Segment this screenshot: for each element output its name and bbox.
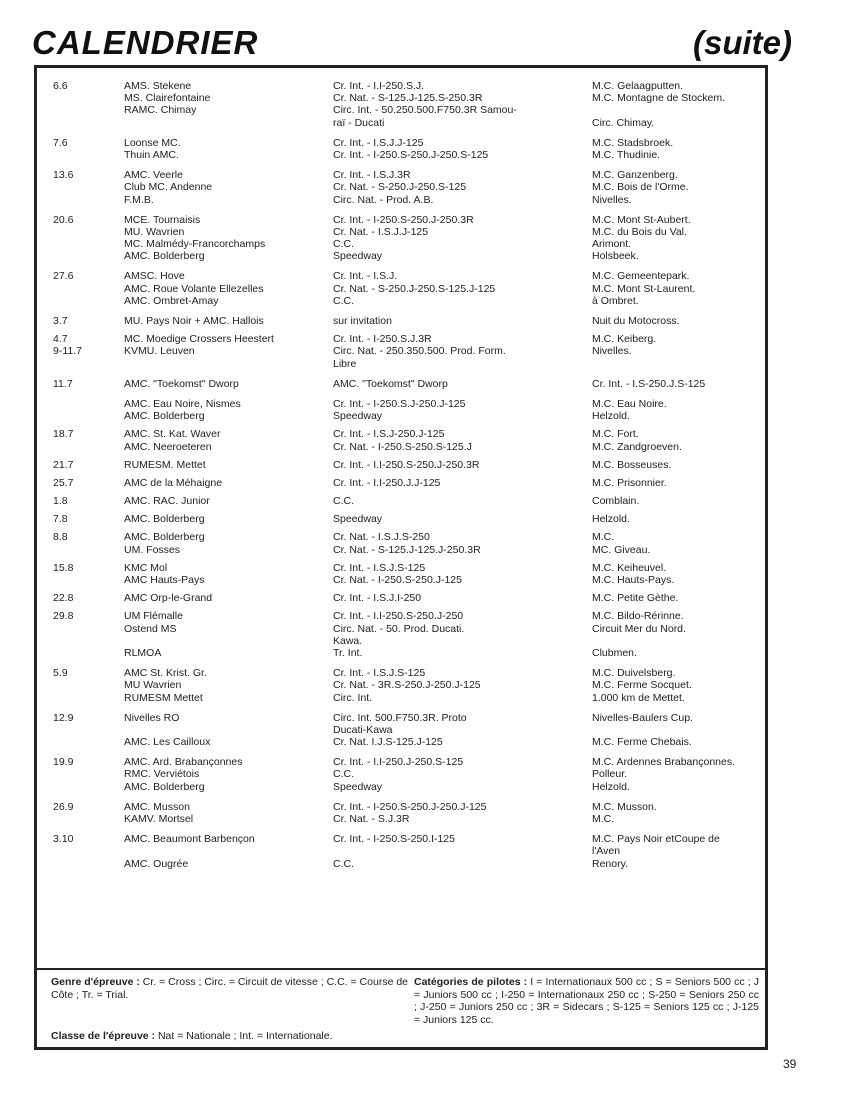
event-type: Cr. Int. - I.I-250.S-250.J-250 bbox=[333, 610, 464, 623]
event-type: Cr. Int. - I-250.S.J.3R bbox=[333, 333, 432, 346]
calendar-line bbox=[37, 333, 765, 345]
organizer-club: AMC de la Méhaigne bbox=[124, 476, 223, 489]
event-date: 3.7 bbox=[53, 315, 68, 327]
page-number: 39 bbox=[783, 1057, 797, 1071]
event-type: Cr. Nat. - 3R.S-250.J-250.J-125 bbox=[333, 679, 481, 692]
event-place: M.C. Keiheuvel. bbox=[592, 561, 667, 574]
event-type: Speedway bbox=[333, 250, 383, 263]
event-place: M.C. bbox=[592, 813, 615, 825]
calendar-entry bbox=[37, 592, 765, 604]
calendar-entry bbox=[37, 667, 765, 704]
organizer-club: RAMC. Chimay bbox=[124, 104, 197, 117]
event-place: M.C. Fort. bbox=[592, 428, 639, 441]
event-date: 15.8 bbox=[53, 561, 74, 574]
calendar-entry bbox=[37, 333, 765, 370]
calendar-entry bbox=[37, 477, 765, 489]
event-place: M.C. Gemeentepark. bbox=[592, 270, 690, 283]
calendar-line bbox=[37, 692, 765, 704]
calendar-line bbox=[37, 679, 765, 691]
calendar-line bbox=[37, 378, 765, 390]
event-place: M.C. Ganzenberg. bbox=[592, 169, 678, 182]
event-type: Cr. Int. - I-250.S-250.I-125 bbox=[333, 833, 455, 846]
event-place: Helzold. bbox=[592, 410, 630, 423]
legend bbox=[37, 968, 765, 1050]
calendar-entry bbox=[37, 459, 765, 471]
calendar-frame bbox=[34, 65, 768, 1050]
event-type: Cr. Int. - I-250.S-250.J-250.J-125 bbox=[333, 800, 487, 813]
event-date: 27.6 bbox=[53, 270, 74, 283]
event-type: Tr. Int. bbox=[333, 646, 363, 659]
calendar-entry bbox=[37, 214, 765, 263]
calendar-entry bbox=[37, 833, 765, 870]
organizer-club: MCE. Tournaisis bbox=[124, 213, 201, 226]
calendar-line bbox=[37, 647, 765, 659]
calendar-line bbox=[37, 137, 765, 149]
event-place: Polleur. bbox=[592, 768, 628, 781]
event-date: 1.8 bbox=[53, 495, 68, 508]
event-type: Cr. Int. - I-250.S.J-250.J-125 bbox=[333, 397, 466, 410]
legend-classe bbox=[51, 1030, 411, 1043]
event-place: à Ombret. bbox=[592, 294, 639, 307]
event-date: 8.8 bbox=[53, 531, 68, 544]
event-type: Cr. Int. - I.S.J-250.J-125 bbox=[333, 428, 445, 441]
organizer-club: AMC. Neeroeteren bbox=[124, 440, 212, 453]
event-date: 21.7 bbox=[53, 458, 74, 471]
calendar-line bbox=[37, 712, 765, 724]
calendar-line bbox=[37, 544, 765, 556]
organizer-club: RUMESM. Mettet bbox=[124, 458, 206, 471]
event-place: M.C. Petite Gèthe. bbox=[592, 592, 679, 605]
organizer-club: AMC Orp-le-Grand bbox=[124, 592, 213, 605]
organizer-club: Thuin AMC. bbox=[124, 148, 179, 161]
calendar-line bbox=[37, 80, 765, 92]
event-place: Circuit Mer du Nord. bbox=[592, 622, 686, 635]
legend-genre-text: Cr. = Cross ; Circ. = Circuit de vitesse ; C.C. = Course de Côte ; Tr. = Trial. bbox=[51, 976, 409, 1001]
event-place: M.C. Eau Noire. bbox=[592, 397, 667, 410]
event-type: Kawa. bbox=[333, 634, 363, 647]
calendar-line bbox=[37, 562, 765, 574]
organizer-club: AMC. Musson bbox=[124, 800, 190, 813]
calendar-entry bbox=[37, 801, 765, 825]
page-header bbox=[32, 24, 792, 64]
event-date: 6.6 bbox=[53, 80, 68, 92]
organizer-club: AMC. Bolderberg bbox=[124, 513, 205, 526]
event-type: Libre bbox=[333, 357, 357, 370]
organizer-club: RUMESM Mettet bbox=[124, 691, 203, 704]
calendar-line bbox=[37, 736, 765, 748]
calendar-line bbox=[37, 801, 765, 813]
calendar-line bbox=[37, 358, 765, 370]
event-place: Circ. Chimay. bbox=[592, 116, 655, 129]
event-date: 5.9 bbox=[53, 667, 68, 680]
event-type: Cr. Int. - I.S.J.S-125 bbox=[333, 561, 426, 574]
organizer-club: AMC. "Toekomst" Dworp bbox=[124, 377, 239, 390]
calendar-line bbox=[37, 592, 765, 604]
event-place: M.C. Bois de l'Orme. bbox=[592, 181, 689, 194]
event-place: M.C. Mont St-Aubert. bbox=[592, 213, 691, 226]
event-type: Circ. Nat. - 250.350.500. Prod. Form. bbox=[333, 345, 506, 358]
event-place: Nivelles-Baulers Cup. bbox=[592, 711, 693, 724]
event-type: Cr. Nat. - S-125.J-125.J-250.3R bbox=[333, 543, 481, 556]
organizer-club: AMC. Bolderberg bbox=[124, 531, 205, 544]
event-date: 12.9 bbox=[53, 711, 74, 724]
organizer-club: AMC. Ombret-Amay bbox=[124, 294, 219, 307]
event-place: M.C. Stadsbroek. bbox=[592, 136, 674, 149]
event-type: Cr. Int. - I.S.J.J-125 bbox=[333, 136, 424, 149]
organizer-club: AMC. RAC. Junior bbox=[124, 495, 210, 508]
calendar-entry bbox=[37, 315, 765, 327]
organizer-club: AMC. Eau Noire, Nismes bbox=[124, 397, 241, 410]
event-type: Cr. Nat. - S-250.J-250.S-125 bbox=[333, 181, 467, 194]
page-title-suite: (suite) bbox=[693, 24, 792, 61]
legend-genre bbox=[51, 976, 411, 1001]
organizer-club: AMC. Beaumont Barbençon bbox=[124, 833, 255, 846]
event-place: Clubmen. bbox=[592, 646, 637, 659]
event-type: Cr. Nat. - I.S.J.S-250 bbox=[333, 531, 430, 544]
organizer-club: MC. Malmédy-Francorchamps bbox=[124, 238, 266, 251]
event-type: C.C. bbox=[333, 238, 354, 251]
organizer-club: AMC. Les Cailloux bbox=[124, 736, 211, 749]
organizer-club: AMC. Bolderberg bbox=[124, 410, 205, 423]
calendar-entry bbox=[37, 610, 765, 659]
calendar-line bbox=[37, 104, 765, 116]
calendar-entry bbox=[37, 428, 765, 452]
legend-classe-text: Nat = Nationale ; Int. = Internationale. bbox=[157, 1030, 333, 1042]
event-place: Nivelles. bbox=[592, 345, 632, 358]
calendar-entry bbox=[37, 270, 765, 307]
organizer-club: MS. Clairefontaine bbox=[124, 92, 211, 105]
calendar-line bbox=[37, 667, 765, 679]
calendar-line bbox=[37, 169, 765, 181]
organizer-club: F.M.B. bbox=[124, 193, 154, 206]
event-place: 1.000 km de Mettet. bbox=[592, 691, 685, 704]
event-place: Nivelles. bbox=[592, 193, 632, 206]
event-place: MC. Giveau. bbox=[592, 543, 651, 556]
organizer-club: KMC Mol bbox=[124, 561, 168, 574]
event-type: raï - Ducati bbox=[333, 116, 385, 129]
calendar-line bbox=[37, 238, 765, 250]
event-date: 18.7 bbox=[53, 428, 74, 441]
event-type: Speedway bbox=[333, 513, 383, 526]
calendar-line bbox=[37, 441, 765, 453]
event-type: Cr. Nat. I.J.S-125.J-125 bbox=[333, 736, 443, 749]
event-type: Cr. Nat. - I-250.S-250.J-125 bbox=[333, 574, 462, 586]
event-place: M.C. Ferme Socquet. bbox=[592, 679, 692, 692]
calendar-line bbox=[37, 635, 765, 647]
event-date: 19.9 bbox=[53, 756, 74, 769]
event-date: 9-11.7 bbox=[53, 345, 82, 358]
calendar-line bbox=[37, 92, 765, 104]
event-date: 13.6 bbox=[53, 169, 74, 182]
calendar-line bbox=[37, 574, 765, 586]
calendar-entry bbox=[37, 169, 765, 206]
calendar-rows bbox=[37, 80, 765, 870]
event-place: Holsbeek. bbox=[592, 250, 639, 263]
organizer-club: RLMOA bbox=[124, 646, 162, 659]
event-type: Cr. Int. - I.S.J. bbox=[333, 270, 398, 283]
calendar-line bbox=[37, 813, 765, 825]
event-type: Ducati-Kawa bbox=[333, 723, 393, 736]
event-place: M.C. Zandgroeven. bbox=[592, 440, 682, 453]
organizer-club: Loonse MC. bbox=[124, 136, 181, 149]
event-type: Circ. Nat. - Prod. A.B. bbox=[333, 193, 434, 206]
event-type: Cr. Int. - I.S.J.I-250 bbox=[333, 592, 422, 605]
legend-classe-label: Classe de l'épreuve : bbox=[51, 1030, 156, 1042]
calendar-line bbox=[37, 295, 765, 307]
organizer-club: AMC. Bolderberg bbox=[124, 780, 205, 793]
calendar-line bbox=[37, 428, 765, 440]
event-type: Circ. Int. - 50.250.500.F750.3R Samou- bbox=[333, 104, 517, 117]
event-date: 11.7 bbox=[53, 377, 73, 390]
event-place: M.C. Ardennes Brabançonnes. bbox=[592, 756, 736, 769]
event-type: Cr. Int. - I.I-250.S.J. bbox=[333, 80, 425, 92]
event-type: AMC. "Toekomst" Dworp bbox=[333, 377, 448, 390]
organizer-club: AMC. Veerle bbox=[124, 169, 183, 182]
organizer-club: AMC. Ard. Brabançonnes bbox=[124, 756, 243, 769]
organizer-club: Club MC. Andenne bbox=[124, 181, 213, 194]
organizer-club: MU. Pays Noir + AMC. Hallois bbox=[124, 315, 264, 327]
event-place: Renory. bbox=[592, 857, 628, 870]
organizer-club: Nivelles RO bbox=[124, 711, 180, 724]
event-place: Cr. Int. - I.S-250.J.S-125 bbox=[592, 377, 706, 390]
event-place: M.C. Montagne de Stockem. bbox=[592, 92, 726, 105]
event-type: Cr. Nat. - I.S.J.J-125 bbox=[333, 225, 429, 238]
event-type: C.C. bbox=[333, 495, 354, 508]
calendar-line bbox=[37, 495, 765, 507]
organizer-club: KAMV. Mortsel bbox=[124, 813, 194, 825]
event-date: 4.7 bbox=[53, 333, 68, 346]
event-type: C.C. bbox=[333, 857, 354, 870]
organizer-club: KVMU. Leuven bbox=[124, 345, 195, 358]
event-type: Cr. Int. - I.I-250.J.J-125 bbox=[333, 476, 441, 489]
organizer-club: MC. Moedige Crossers Heestert bbox=[124, 333, 274, 346]
organizer-club: AMSC. Hove bbox=[124, 270, 185, 283]
calendar-entry bbox=[37, 712, 765, 749]
event-type: Cr. Int. - I-250.S-250.J-250.S-125 bbox=[333, 148, 489, 161]
event-date: 26.9 bbox=[53, 800, 74, 813]
event-type: Cr. Int. - I.S.J.S-125 bbox=[333, 667, 426, 680]
organizer-club: MU Wavrien bbox=[124, 679, 182, 692]
event-place: M.C. Musson. bbox=[592, 800, 657, 813]
calendar-line bbox=[37, 833, 765, 845]
calendar-line bbox=[37, 459, 765, 471]
calendar-line bbox=[37, 250, 765, 262]
organizer-club: MU. Wavrien bbox=[124, 225, 185, 238]
calendar-line bbox=[37, 345, 765, 357]
calendar-line bbox=[37, 398, 765, 410]
event-place: M.C. Gelaagputten. bbox=[592, 80, 684, 92]
event-date: 3.10 bbox=[53, 833, 74, 846]
event-type: Cr. Nat. - I-250.S-250.S-125.J bbox=[333, 440, 472, 453]
event-place: Comblain. bbox=[592, 495, 640, 508]
calendar-line bbox=[37, 214, 765, 226]
event-type: Cr. Int. - I.I-250.S-250.J-250.3R bbox=[333, 458, 480, 471]
event-place: Arimont. bbox=[592, 238, 632, 251]
event-place: M.C. Hauts-Pays. bbox=[592, 574, 675, 586]
calendar-line bbox=[37, 858, 765, 870]
organizer-club: UM. Fosses bbox=[124, 543, 181, 556]
calendar-entry bbox=[37, 137, 765, 161]
event-type: Cr. Int. - I-250.S-250.J-250.3R bbox=[333, 213, 474, 226]
calendar-line bbox=[37, 283, 765, 295]
organizer-club: AMC St. Krist. Gr. bbox=[124, 667, 207, 680]
calendar-line bbox=[37, 724, 765, 736]
calendar-entry bbox=[37, 495, 765, 507]
calendar-line bbox=[37, 845, 765, 857]
calendar-line bbox=[37, 531, 765, 543]
organizer-club: AMC Hauts-Pays bbox=[124, 574, 205, 586]
event-place: Helzold. bbox=[592, 780, 630, 793]
calendar-line bbox=[37, 610, 765, 622]
calendar-entry bbox=[37, 756, 765, 793]
calendar-line bbox=[37, 270, 765, 282]
event-type: Cr. Nat. - S.J.3R bbox=[333, 813, 410, 825]
event-type: Circ. Int. bbox=[333, 691, 373, 704]
event-type: Circ. Int. 500.F750.3R. Proto bbox=[333, 711, 467, 724]
event-place: M.C. Prisonnier. bbox=[592, 476, 667, 489]
organizer-club: AMC. Bolderberg bbox=[124, 250, 205, 263]
calendar-line bbox=[37, 477, 765, 489]
calendar-line bbox=[37, 226, 765, 238]
event-place: M.C. Bosseuses. bbox=[592, 458, 672, 471]
page-title: CALENDRIER bbox=[32, 24, 259, 61]
calendar-line bbox=[37, 410, 765, 422]
event-type: Cr. Int. - I.S.J.3R bbox=[333, 169, 411, 182]
calendar-line bbox=[37, 149, 765, 161]
event-type: Circ. Nat. - 50. Prod. Ducati. bbox=[333, 622, 465, 635]
event-date: 29.8 bbox=[53, 610, 74, 623]
event-date: 7.8 bbox=[53, 513, 68, 526]
event-place: M.C. Ferme Chebais. bbox=[592, 736, 692, 749]
organizer-club: UM Flémalle bbox=[124, 610, 183, 623]
event-type: Cr. Nat. - S-250.J-250.S-125.J-125 bbox=[333, 282, 496, 295]
event-type: C.C. bbox=[333, 294, 354, 307]
event-place: Helzold. bbox=[592, 513, 630, 526]
legend-categories-label: Catégories de pilotes : bbox=[414, 976, 528, 988]
calendar-entry bbox=[37, 398, 765, 422]
calendar-entry bbox=[37, 513, 765, 525]
organizer-club: Ostend MS bbox=[124, 622, 177, 635]
event-place: M.C. Pays Noir etCoupe de bbox=[592, 833, 720, 846]
event-date: 7.6 bbox=[53, 136, 68, 149]
organizer-club: AMC. Roue Volante Ellezelles bbox=[124, 282, 264, 295]
calendar-line bbox=[37, 768, 765, 780]
event-place: M.C. Duivelsberg. bbox=[592, 667, 676, 680]
calendar-line bbox=[37, 756, 765, 768]
event-type: Speedway bbox=[333, 780, 383, 793]
legend-genre-label: Genre d'épreuve : bbox=[51, 976, 140, 988]
legend-categories bbox=[414, 976, 759, 1026]
event-type: Speedway bbox=[333, 410, 383, 423]
event-place: l'Aven bbox=[592, 845, 621, 858]
event-type: C.C. bbox=[333, 768, 354, 781]
calendar-entry bbox=[37, 80, 765, 129]
calendar-entry bbox=[37, 531, 765, 555]
organizer-club: RMC. Verviétois bbox=[124, 768, 200, 781]
calendar-entry bbox=[37, 378, 765, 390]
event-place: M.C. Bildo-Rérinne. bbox=[592, 610, 684, 623]
calendar-line bbox=[37, 513, 765, 525]
event-place: Nuit du Motocross. bbox=[592, 315, 680, 327]
calendar-line bbox=[37, 315, 765, 327]
calendar-line bbox=[37, 181, 765, 193]
legend-categories-text: I = Internationaux 500 cc ; S = Seniors 500 cc ; J = Juniors 500 cc ; I-250 = Internationaux 250 cc ; S-250 = Seniors 250 cc ; J-250 = Juniors 250 cc ; 3R = Sidecars ; S-125 = Seniors 125 cc ; J-125 = Juniors 125 cc. bbox=[414, 976, 759, 1026]
event-date: 22.8 bbox=[53, 592, 74, 605]
calendar-entry bbox=[37, 562, 765, 586]
calendar-line bbox=[37, 781, 765, 793]
event-place: M.C. bbox=[592, 531, 615, 544]
calendar-line bbox=[37, 117, 765, 129]
event-type: sur invitation bbox=[333, 315, 392, 327]
calendar-line bbox=[37, 194, 765, 206]
event-place: M.C. du Bois du Val. bbox=[592, 225, 687, 238]
event-date: 20.6 bbox=[53, 213, 74, 226]
event-date: 25.7 bbox=[53, 476, 74, 489]
organizer-club: AMS. Stekene bbox=[124, 80, 192, 92]
event-place: M.C. Mont St-Laurent. bbox=[592, 282, 696, 295]
organizer-club: AMC. St. Kat. Waver bbox=[124, 428, 221, 441]
event-place: M.C. Keiberg. bbox=[592, 333, 657, 346]
event-type: Cr. Int. - I.I-250.J-250.S-125 bbox=[333, 756, 464, 769]
event-place: M.C. Thudinie. bbox=[592, 148, 661, 161]
organizer-club: AMC. Ougrée bbox=[124, 857, 189, 870]
calendar-line bbox=[37, 623, 765, 635]
event-type: Cr. Nat. - S-125.J-125.S-250.3R bbox=[333, 92, 483, 105]
